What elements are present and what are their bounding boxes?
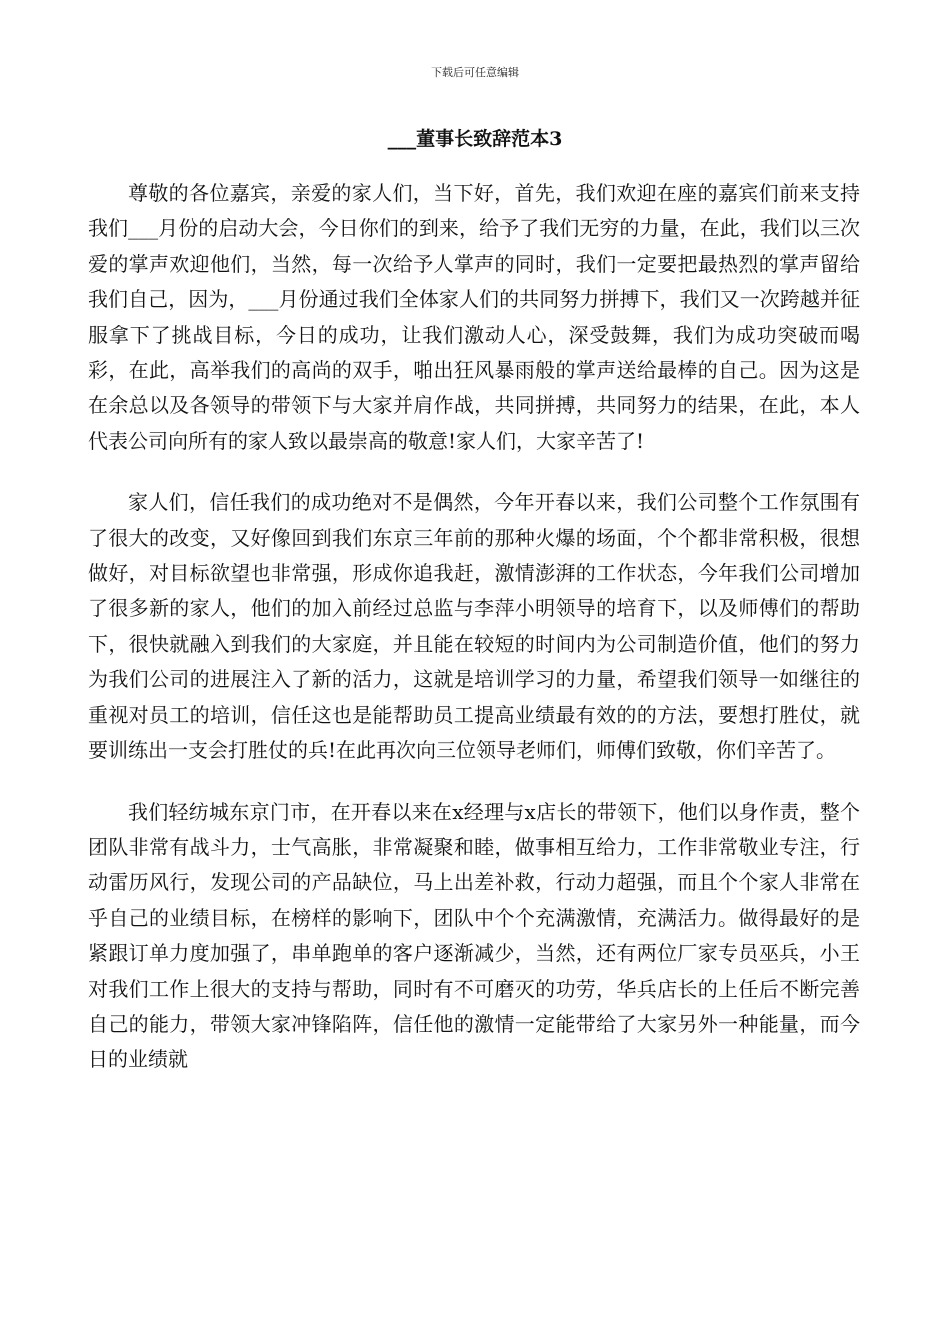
paragraph: 尊敬的各位嘉宾，亲爱的家人们，当下好，首先，我们欢迎在座的嘉宾们前来支持我们___月份的启动大会，今日你们的到来，给予了我们无穷的力量，在此，我们以三次爱的掌声欢迎他们，当然，每一次给予人掌声的同时，我们一定要把最热烈的掌声留给我们自己，因为，___月份通过我们全体家人们的共同努力拼搏下，我们又一次跨越并征服拿下了挑战目标，今日的成功，让我们激动人心，深受鼓舞，我们为成功突破而喝彩，在此，高举我们的高尚的双手，啪出狂风暴雨般的掌声送给最棒的自己。因为这是在余总以及各领导的带领下与大家并肩作战，共同拼搏，共同努力的结果，在此，本人代表公司向所有的家人致以最崇高的敬意!家人们，大家辛苦了! (88, 181, 860, 453)
paragraph: 我们轻纺城东京门市，在开春以来在x经理与x店长的带领下，他们以身作责，整个团队非常有战斗力，士气高胀，非常凝聚和睦，做事相互给力，工作非常敬业专注，行动雷历风行，发现公司的产品缺位，马上出差补救，行动力超强，而且个个家人非常在乎自己的业绩目标，在榜样的影响下，团队中个个充满激情，充满活力。做得最好的是紧跟订单力度加强了，串单跑单的客户逐渐减少，当然，还有两位厂家专员巫兵，小王对我们工作上很大的支持与帮助，同时有不可磨灭的功劳，华兵店长的上任后不断完善自己的能力，带领大家冲锋陷阵，信任他的激情一定能带给了大家另外一种能量，而今日的业绩就 (88, 799, 860, 1072)
document-title: ___董事长致辞范本3 (387, 128, 563, 150)
header-note: 下载后可任意编辑 (431, 66, 519, 79)
paragraph: 家人们，信任我们的成功绝对不是偶然，今年开春以来，我们公司整个工作氛围有了很大的改变，又好像回到我们东京三年前的那种火爆的场面，个个都非常积极，很想做好，对目标欲望也非常强，形成你追我赶，激情澎湃的工作状态，今年我们公司增加了很多新的家人，他们的加入前经过总监与李萍小明领导的培育下，以及师傅们的帮助下，很快就融入到我们的大家庭，并且能在较短的时间内为公司制造价值，他们的努力为我们公司的进展注入了新的活力，这就是培训学习的力量，希望我们领导一如继往的重视对员工的培训，信任这也是能帮助员工提高业绩最有效的的方法，要想打胜仗，就要训练出一支会打胜仗的兵!在此再次向三位领导老师们，师傅们致敬，你们辛苦了。 (88, 490, 860, 763)
document-body (88, 176, 860, 1104)
